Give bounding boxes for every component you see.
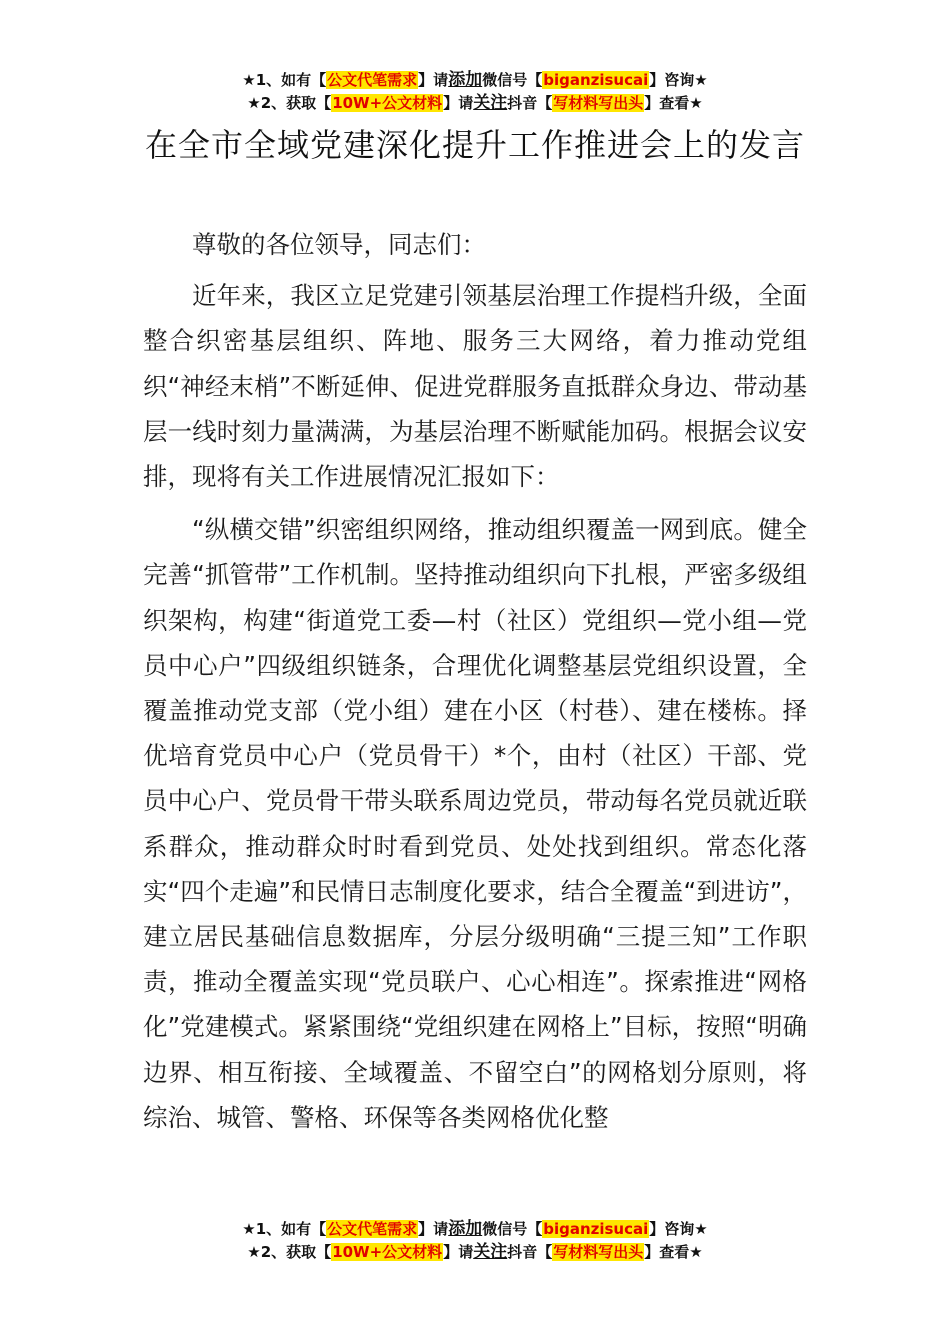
greeting: 尊敬的各位领导，同志们：: [192, 230, 486, 259]
banner-highlight: 10W+公文材料: [332, 1243, 443, 1261]
banner-wechat-id: biganzisucai: [543, 1220, 649, 1238]
banner-line-2: [0, 92, 950, 115]
banner-line-1: [0, 1218, 950, 1241]
banner-highlight: 10W+公文材料: [332, 94, 443, 112]
banner-text: 微信号【: [482, 1220, 543, 1238]
banner-text: 抖音【: [507, 94, 553, 112]
banner-douyin-id: 写材料写出头: [553, 1243, 644, 1261]
banner-emphasis: 关注: [473, 1242, 508, 1262]
banner-douyin-id: 写材料写出头: [553, 94, 644, 112]
banner-wechat-id: biganzisucai: [543, 71, 649, 89]
banner-text: ★1、如有【: [242, 71, 327, 89]
banner-line-2: [0, 1241, 950, 1264]
banner-text: 微信号【: [482, 71, 543, 89]
banner-text: 】请: [418, 1220, 449, 1238]
banner-text: ★1、如有【: [242, 1220, 327, 1238]
document-title: 在全市全域党建深化提升工作推进会上的发言: [144, 126, 805, 164]
banner-text: 】请: [443, 1243, 474, 1261]
banner-text: 】咨询★: [649, 71, 708, 89]
banner-text: 】请: [443, 94, 474, 112]
banner-text: 】查看★: [644, 94, 703, 112]
banner-text: 抖音【: [507, 1243, 553, 1261]
banner-text: 】咨询★: [649, 1220, 708, 1238]
banner-emphasis: 添加: [448, 1219, 483, 1239]
top-banner: [0, 69, 950, 115]
banner-emphasis: 添加: [448, 70, 483, 90]
document-body: [143, 222, 807, 1140]
banner-highlight: 公文代笔需求: [327, 1220, 418, 1238]
paragraph-2: “纵横交错”织密组织网络，推动组织覆盖一网到底。健全完善“抓管带”工作机制。坚持推动组织向下扎根，严密多级组织架构，构建“街道党工委—村（社区）党组织—党小组—党员中心户”四级组织链条，合理优化调整基层党组织设置，全覆盖推动党支部（党小组）建在小区（村巷）、建在楼栋。择优培育党员中心户（党员骨干）*个，由村（社区）干部、党员中心户、党员骨干带头联系周边党员，带动每名党员就近联系群众，推动群众时时看到党员、处处找到组织。常态化落实“四个走遍”和民情日志制度化要求，结合全覆盖“到进访”，建立居民基础信息数据库，分层分级明确“三提三知”工作职责，推动全覆盖实现“党员联户、心心相连”。探索推进“网格化”党建模式。紧紧围绕“党组织建在网格上”目标，按照“明确边界、相互衔接、全域覆盖、不留空白”的网格划分原则，将综治、城管、警格、环保等各类网格优化整: [143, 515, 807, 1132]
banner-line-1: [0, 69, 950, 92]
banner-text: ★2、获取【: [247, 94, 332, 112]
banner-highlight: 公文代笔需求: [327, 71, 418, 89]
banner-text: 】请: [418, 71, 449, 89]
banner-emphasis: 关注: [473, 93, 508, 113]
banner-text: 】查看★: [644, 1243, 703, 1261]
paragraph-1: 近年来，我区立足党建引领基层治理工作提档升级，全面整合织密基层组织、阵地、服务三大网络，着力推动党组织“神经末梢”不断延伸、促进党群服务直抵群众身边、带动基层一线时刻力量满满，为基层治理不断赋能加码。根据会议安排，现将有关工作进展情况汇报如下：: [143, 281, 807, 492]
bottom-banner: [0, 1218, 950, 1264]
banner-text: ★2、获取【: [247, 1243, 332, 1261]
